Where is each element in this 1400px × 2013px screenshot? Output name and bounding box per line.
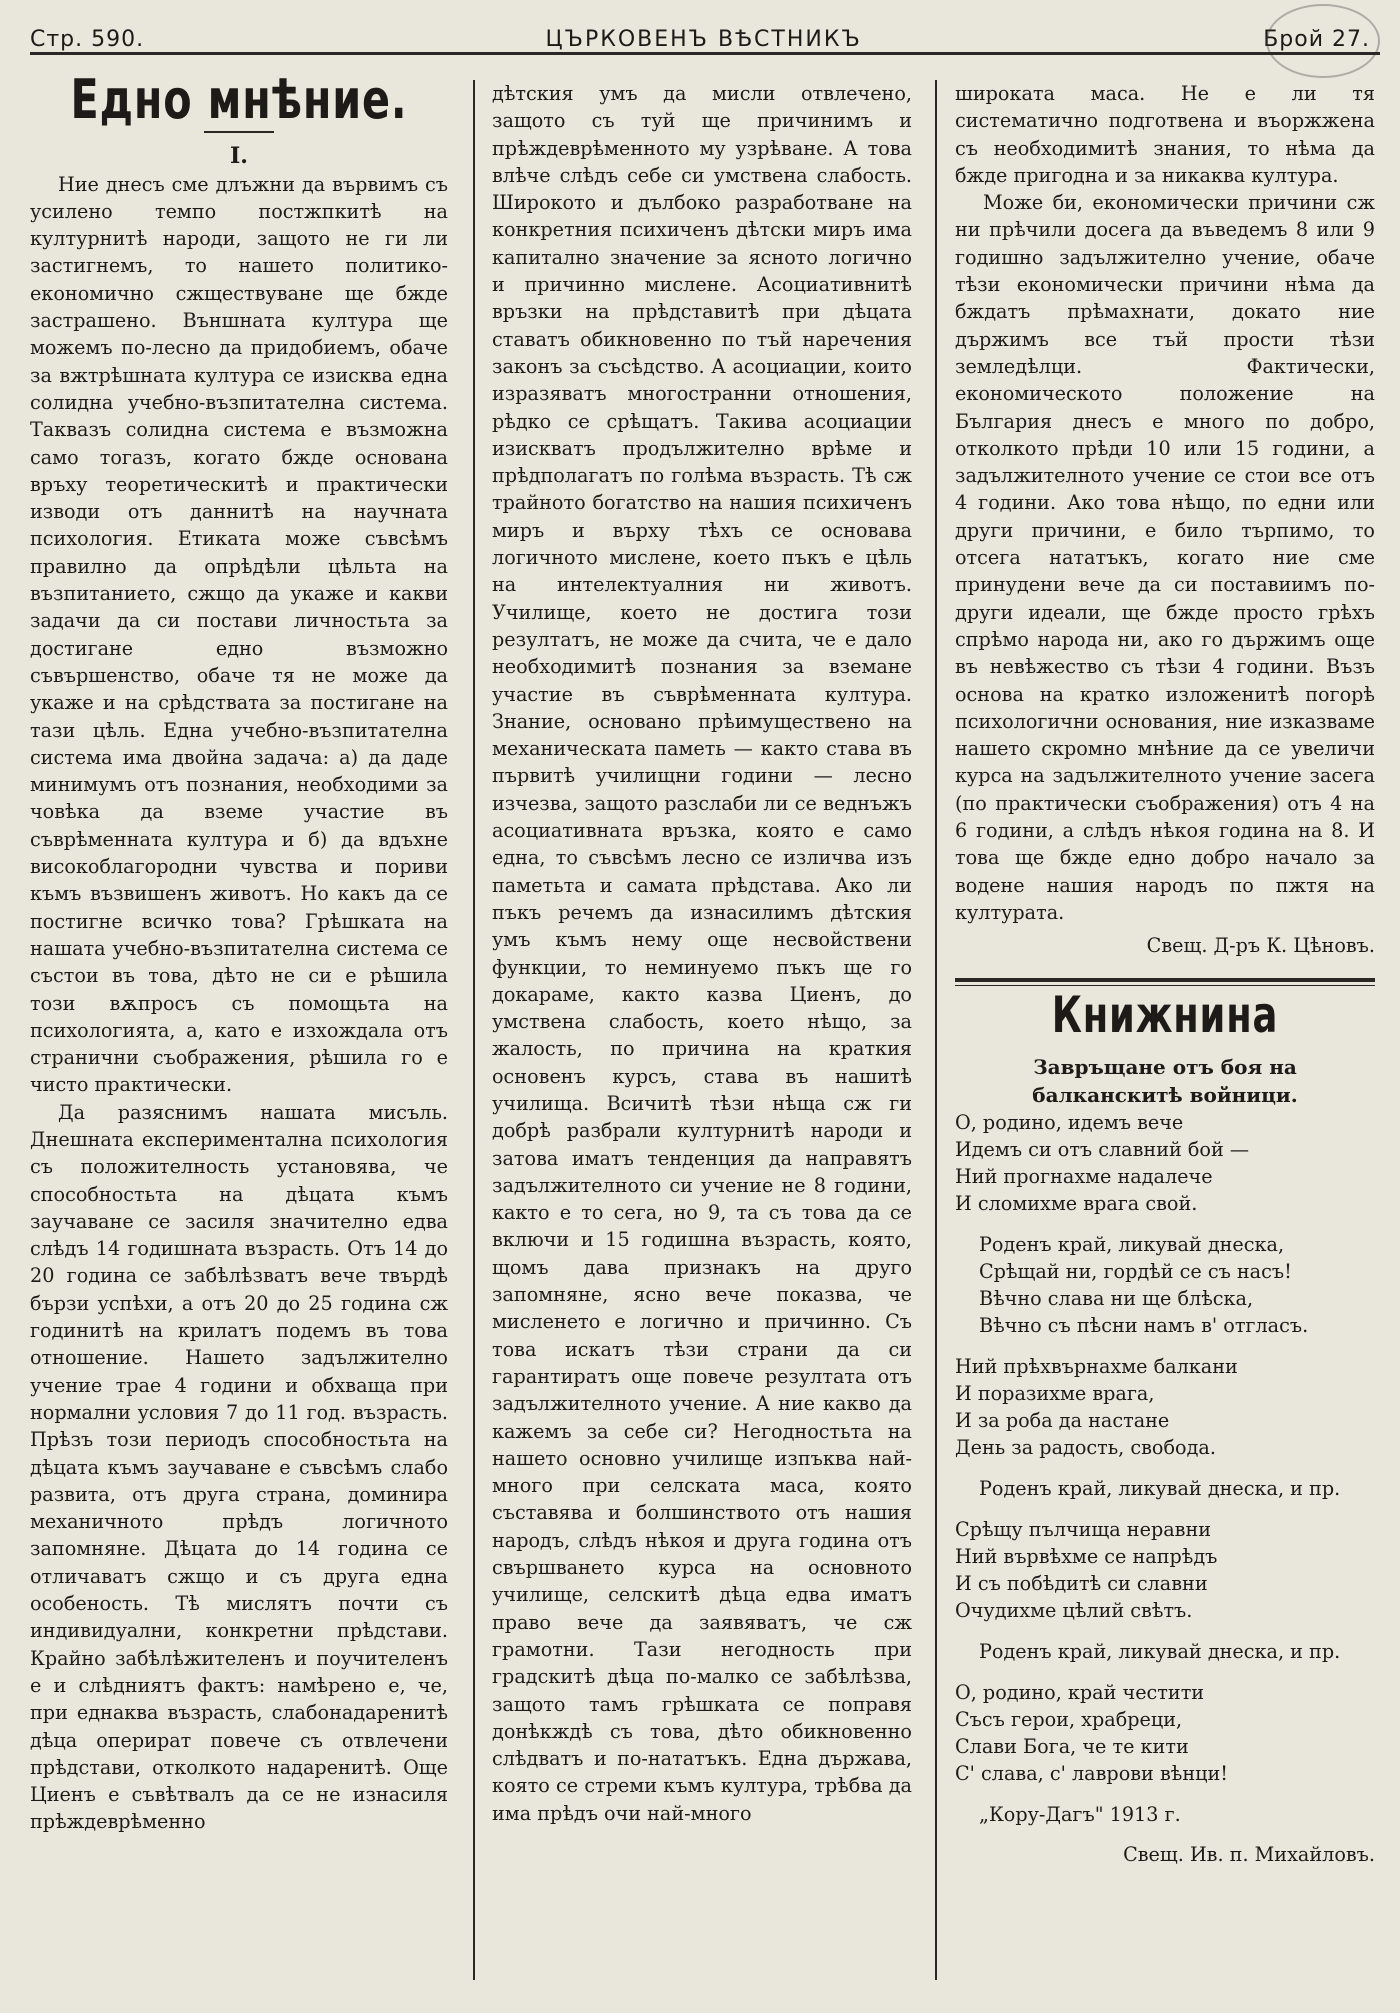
poem-line: И сломихме врага свой.: [955, 1191, 1198, 1215]
column-3: [955, 80, 1375, 1868]
page-header: [30, 18, 1370, 52]
poem-line: И поразихме врага,: [955, 1381, 1155, 1405]
newspaper-title: ЦЪРКОВЕНЪ ВѢСТНИКЪ: [545, 27, 862, 52]
poem-signature: Свещ. Ив. п. Михайловъ.: [1123, 1842, 1375, 1866]
poem-date: „Кору-Дагъ" 1913 г.: [979, 1803, 1181, 1827]
title-rule: [204, 131, 274, 133]
article-signature: Свещ. Д-ръ К. Цѣновъ.: [1146, 934, 1375, 958]
poem-line: Очудихме цѣлий свѣтъ.: [955, 1599, 1193, 1623]
section-number: I.: [230, 143, 248, 170]
poem-line: Ний прогнахме надалече: [955, 1164, 1213, 1188]
poem-line: Идемъ си отъ славний бой —: [955, 1137, 1250, 1161]
paragraph: Да разяснимъ нашата мисъль. Днешната експериментална психология съ положителность установява, че способностьта на дѣцата къмъ заучаване се засиля значително едва слѣдъ 14 годишната възрасть. Отъ 14 до 20 година се забѣлѣзватъ вече твърдѣ бързи успѣхи, а отъ 20 до 25 година сж годинитѣ на крилатъ подемъ въ това отношение. Нашето задължително учение трае 4 години и обхваща при нормални условия 7 до 11 год. възрасть. Прѣзъ този периодъ способностьта на дѣцата къмъ заучаване е съвсѣмъ слабо развита, отъ друга страна, доминира механичното прѣдъ логичното запомняне. Дѣцата до 14 година се отличаватъ сжщо и съ друга една особеность. Тѣ мислятъ почти съ индивидуални, конкретни прѣдстави. Крайно забѣлѣжителенъ и поучителенъ е и слѣдниятъ фактъ: намѣрено е, че, при еднаква възрасть, слабонадаренитѣ дѣца оперират повече съ отвлечени прѣдстави, отколкото надаренитѣ. Още Циенъ е съвѣтвалъ да се не изнасиля прѣждеврѣменно: [30, 1100, 448, 1834]
poem-line: Срѣщай ни, гордѣй се съ насъ!: [979, 1259, 1292, 1283]
column-1: [30, 68, 448, 1836]
page-number: Стр. 590.: [30, 27, 145, 52]
poem-refrain: Роденъ край, ликувай днеска, и пр.: [979, 1476, 1341, 1500]
poem-stanza: [955, 1231, 1375, 1339]
header-rule: [30, 52, 1380, 55]
column-divider: [473, 80, 475, 1980]
library-stamp: [1266, 4, 1380, 78]
poem-line: О, родино, идемъ вече: [955, 1110, 1184, 1134]
poem-refrain: Роденъ край, ликувай днеска, и пр.: [979, 1640, 1341, 1664]
paragraph: Може би, економически причини сж ни прѣчили досега да въведемъ 8 или 9 годишно задължително учение, обаче тѣзи економически причини нѣма да бждатъ прѣмахнати, докато ние държимъ все тъй прости тѣзи земледѣлци. Фактически, економическото положение на България днесъ е много по добро, отколкото прѣди 10 или 15 години, а задължителното учение се стои все отъ 4 години. Ако това нѣщо, по едни или други причини, е било търпимо, то отсега нататъкъ, когато ние сме принудени вече да си поставиимъ по-други идеали, ще бжде просто грѣхъ спрѣмо народа ни, ако го държимъ още въ невѣжество съ тѣзи 4 години. Възъ основа на кратко изложенитѣ погорѣ психологични основания, ние изказваме нашето скромно мнѣние да се увеличи курса на задължителното учение засега (по практически съображения) отъ 4 на 6 години, а слѣдъ нѣкоя година на 8. И това ще бжде едно добро начало за водене нашия народъ по пжтя на културата.: [955, 191, 1375, 924]
poem-stanza: [955, 1516, 1375, 1624]
article-title: Едно мнѣние.: [70, 68, 408, 131]
poem-line: День за радость, свобода.: [955, 1435, 1216, 1459]
poem-stanza: [955, 1679, 1375, 1787]
poem-line: Ний вървѣхме се напрѣдъ: [955, 1545, 1218, 1569]
poem-line: И съ побѣдитѣ си славни: [955, 1572, 1208, 1596]
column-divider: [935, 80, 937, 1980]
poem-line: Роденъ край, ликувай днеска,: [979, 1232, 1285, 1256]
poem-stanza: [955, 1109, 1375, 1217]
paragraph: широката маса. Не е ли тя систематично подготвена и въоржжена съ необходимитѣ знания, то нѣма да бжде пригодна и за никаква култура.: [955, 82, 1375, 187]
poem-title: Завръщане отъ боя на балканскитѣ войници.: [1032, 1054, 1298, 1107]
poem-line: Съсъ герои, храбреци,: [955, 1708, 1183, 1732]
poem-stanza: [955, 1353, 1375, 1461]
column-2: [492, 80, 912, 1827]
poem-line: Вѣчно слава ни ще блѣска,: [979, 1286, 1254, 1310]
section-title: Книжнина: [1051, 985, 1279, 1044]
paragraph: дѣтския умъ да мисли отвлечено, защото съ туй ще причинимъ и прѣждеврѣменното му узрѣване. А това влѣче слѣдъ себе си умствена слабость. Широкото и дълбоко разработване на конкретния психиченъ дѣтски миръ има капитално значение за ясното логично и причинно мислене. Асоциативнитѣ връзки на прѣдставитѣ при дѣцата ставатъ обикновенно по тъй наречения законъ за съсѣдство. А асоциации, които изразяватъ многостранни отношения, рѣдко се срѣщатъ. Такива асоциации изискватъ продължително врѣме и прѣдполагатъ по голѣма възрасть. Тѣ сж трайното богатство на нашия психиченъ миръ и върху тѣхъ се основава логичното мислене, което пъкъ е цѣль на интелектуалния ни животъ. Училище, което не достига този резултатъ, не може да счита, че е дало необходимитѣ познания за вземане участие въ съврѣменната култура. Знание, основано прѣимуществено на механическата паметь — както става въ първитѣ училищни години — лесно изчезва, защото разслаби ли се веднъжъ асоциативната връзка, която е само една, то съвсѣмъ лесно се изличва изъ паметьта и самата прѣдстава. Ако ли пъкъ речемъ да изнасилимъ дѣтския умъ къмъ нему още несвойствени функции, то неминуемо пъкъ ще го докараме, както казва Циенъ, до умствена слабость, което нѣщо, за жалость, по причина на краткия основенъ курсъ, става въ нашитѣ училища. Всичитѣ тѣзи нѣща сж ги добрѣ разбрали културнитѣ народи и затова иматъ тенденция да направятъ задължителното си учение не 8 години, както е то сега, но 9, та съ това да се включи и 15 годишна възрасть, която, щомъ дава признакъ на друго запомняне, ясно вече показва, че мисленето е логично и причинно. Съ това искатъ тѣзи страни да си гарантиратъ още повече резултата отъ задължителното учение. А ние какво да кажемъ за себе си? Негодностьта на нашето основно училище изпъква най-много при селската маса, която съставява и болшинството отъ нашия народъ, слѣдъ нѣкоя и друга година отъ свършването курса на основното училище, селскитѣ дѣца едва иматъ право вече да заявяватъ, че сж грамотни. Тази негодность при градскитѣ дѣца по-малко се забѣлѣзва, защото тамъ грѣшката се поправя донѣкждѣ съ това, дѣто обикновенно слѣдватъ и по-нататъкъ. Една държава, която се стреми къмъ култура, трѣбва да има прѣдъ очи най-много: [492, 82, 912, 1825]
section-rule: [955, 978, 1375, 986]
poem-line: Вѣчно съ пѣсни намъ в' отгласъ.: [979, 1313, 1309, 1337]
paragraph: Ние днесъ сме длъжни да вървимъ съ усилено темпо постжпкитѣ на културнитѣ народи, защото не ги ли застигнемъ, то нашето политико-економично сжществуване ще бжде застрашено. Външната култура ще можемъ по-лесно да придобиемъ, обаче за вжтрѣшната култура се изисква една солидна учебно-възпитателна система. Таквазъ солидна система е възможна само тогазъ, когато бжде основана връху теоретическитѣ и практически изводи отъ даннитѣ на научната психология. Етиката може съвсѣмъ правилно да опрѣдѣли цѣльта на възпитанието, сжщо да укаже и какви задачи да си постави личностьта за достигане едно възможно съвършенство, обаче тя не може да укаже и на срѣдствата за постигане на тази цѣль. Една учебно-възпитателна система има двойна задача: а) да даде минимумъ отъ познания, необходими за човѣка да вземе участие въ съврѣменната култура и б) да вдъхне високоблагородни чувства и пориви къмъ възвишенъ животъ. Но какъ да се постигне всичко това? Грѣшката на нашата учебно-възпитателна система се състои въ това, дѣто не си е рѣшила този вѫпросъ съ помощьта на психологията, а, като е изхождала отъ странични съображения, рѣшила го е чисто практически.: [30, 172, 448, 1097]
poem-line: О, родино, край честити: [955, 1681, 1205, 1705]
poem-line: С' слава, с' лаврови вѣнци!: [955, 1762, 1228, 1786]
poem-line: Срѣщу пълчища неравни: [955, 1518, 1212, 1542]
poem-line: И за роба да настане: [955, 1408, 1170, 1432]
poem-line: Ний прѣхвърнахме балкани: [955, 1354, 1238, 1378]
issue-number: Брой 27.: [1263, 27, 1370, 52]
poem-line: Слави Бога, че те кити: [955, 1735, 1189, 1759]
